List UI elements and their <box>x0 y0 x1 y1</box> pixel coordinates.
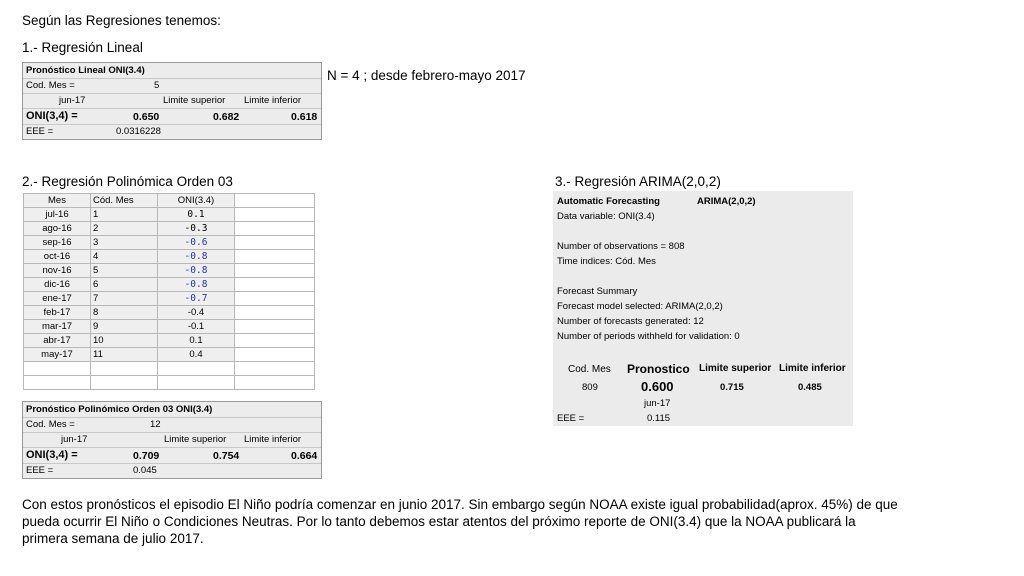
poly-cell-blank <box>235 236 315 250</box>
arima-sup-value: 0.715 <box>720 382 744 393</box>
table-row <box>24 222 315 236</box>
poly-forecast-box <box>22 401 322 479</box>
poly-cell-cod: 11 <box>91 348 158 362</box>
linear-oni-label: ONI(3,4) = <box>26 110 78 122</box>
linear-box-title: Pronóstico Lineal ONI(3.4) <box>26 65 145 76</box>
poly-cell-mes: ago-16 <box>24 222 91 236</box>
poly-cell-oni: -0.8 <box>158 264 235 278</box>
poly-cell-blank <box>235 292 315 306</box>
arima-inf-value: 0.485 <box>798 382 822 393</box>
poly-box-title: Pronóstico Polinómico Orden 03 ONI(3.4) <box>26 404 213 415</box>
arima-eee-value: 0.115 <box>647 413 671 424</box>
poly-lower-label: Limite inferior <box>244 434 302 445</box>
poly-eee-value: 0.045 <box>133 465 157 476</box>
poly-cell-mes: nov-16 <box>24 264 91 278</box>
poly-cell-empty <box>235 362 315 376</box>
poly-cell-blank <box>235 320 315 334</box>
poly-cell-cod: 8 <box>91 306 158 320</box>
poly-cell-cod: 7 <box>91 292 158 306</box>
arima-col-pron: Pronostico <box>627 362 690 376</box>
table-row <box>24 348 315 362</box>
section3-title: 3.- Regresión ARIMA(2,0,2) <box>555 174 721 189</box>
arima-withheld: Number of periods withheld for validation: 0 <box>557 331 740 342</box>
poly-cell-empty <box>91 376 158 390</box>
poly-cell-empty <box>235 376 315 390</box>
poly-cell-oni: 0.1 <box>158 208 235 222</box>
linear-lower-label: Limite inferior <box>244 95 302 106</box>
arima-summary: Forecast Summary <box>557 286 638 297</box>
table-row <box>24 306 315 320</box>
poly-cell-mes: dic-16 <box>24 278 91 292</box>
poly-cell-empty <box>24 362 91 376</box>
table-row <box>24 292 315 306</box>
poly-cell-cod: 9 <box>91 320 158 334</box>
poly-cell-mes: abr-17 <box>24 334 91 348</box>
arima-indices: Time indices: Cód. Mes <box>557 256 656 267</box>
section1-title: 1.- Regresión Lineal <box>22 40 143 55</box>
poly-cell-cod: 3 <box>91 236 158 250</box>
poly-upper-label: Limite superior <box>164 434 227 445</box>
poly-eee-label: EEE = <box>26 465 54 476</box>
table-row <box>24 320 315 334</box>
poly-cell-blank <box>235 278 315 292</box>
poly-cell-cod: 6 <box>91 278 158 292</box>
poly-cell-empty <box>91 362 158 376</box>
conclusion-paragraph: Con estos pronósticos el episodio El Niño podría comenzar en junio 2017. Sin embargo según NOAA existe igual probabilidad(aprox. 45%) de que pueda ocurrir El Niño o Condiciones Neutras. Por lo tanto debemos estar atentos del próximo reporte de ONI(3.4) que la NOAA publicará la primera semana de julio 2017. <box>22 497 898 546</box>
poly-cell-cod: 5 <box>91 264 158 278</box>
poly-header-cod: Cód. Mes <box>91 194 158 208</box>
poly-oni-label: ONI(3,4) = <box>26 449 78 461</box>
poly-header-oni: ONI(3.4) <box>158 194 235 208</box>
arima-observations: Number of observations = 808 <box>557 241 685 252</box>
poly-cell-mes: jul-16 <box>24 208 91 222</box>
poly-cell-blank <box>235 208 315 222</box>
poly-cell-mes: mar-17 <box>24 320 91 334</box>
poly-cell-blank <box>235 222 315 236</box>
poly-cell-mes: oct-16 <box>24 250 91 264</box>
arima-eee-label: EEE = <box>557 413 585 424</box>
arima-cod-value: 809 <box>582 382 598 393</box>
poly-cod-label: Cod. Mes = <box>26 419 75 430</box>
table-row-empty <box>24 362 315 376</box>
poly-cell-blank <box>235 348 315 362</box>
table-row <box>24 236 315 250</box>
linear-month: jun-17 <box>59 95 86 106</box>
table-row-empty <box>24 376 315 390</box>
arima-selected: Forecast model selected: ARIMA(2,0,2) <box>557 301 723 312</box>
arima-col-sup: Limite superior <box>699 363 772 374</box>
poly-cell-mes: may-17 <box>24 348 91 362</box>
linear-cod-value: 5 <box>154 80 160 91</box>
arima-month: jun-17 <box>644 398 671 409</box>
table-row <box>24 278 315 292</box>
section2-title: 2.- Regresión Polinómica Orden 03 <box>22 174 233 189</box>
poly-cell-blank <box>235 306 315 320</box>
poly-cell-oni: -0.3 <box>158 222 235 236</box>
linear-lower-value: 0.618 <box>291 111 318 123</box>
arima-variable: Data variable: ONI(3.4) <box>557 211 655 222</box>
arima-pron-value: 0.600 <box>641 379 674 394</box>
section1-note: N = 4 ; desde febrero-mayo 2017 <box>327 68 526 83</box>
poly-cell-mes: ene-17 <box>24 292 91 306</box>
poly-cell-oni: -0.1 <box>158 320 235 334</box>
poly-cell-mes: feb-17 <box>24 306 91 320</box>
poly-oni-value: 0.709 <box>133 450 160 462</box>
linear-eee-value: 0.0316228 <box>116 126 161 137</box>
linear-forecast-box <box>22 62 322 140</box>
arima-box-title: Automatic Forecasting <box>557 196 660 207</box>
poly-cell-oni: -0.6 <box>158 236 235 250</box>
linear-eee-label: EEE = <box>26 126 54 137</box>
poly-cell-oni: 0.4 <box>158 348 235 362</box>
page-heading: Según las Regresiones tenemos: <box>22 13 221 28</box>
arima-col-inf: Limite inferior <box>779 363 846 374</box>
poly-cell-empty <box>158 362 235 376</box>
poly-cell-cod: 2 <box>91 222 158 236</box>
poly-cell-oni: 0.1 <box>158 334 235 348</box>
poly-month: jun-17 <box>61 434 88 445</box>
poly-cell-blank <box>235 264 315 278</box>
poly-header-mes: Mes <box>24 194 91 208</box>
poly-cod-value: 12 <box>150 419 161 430</box>
arima-generated: Number of forecasts generated: 12 <box>557 316 704 327</box>
poly-cell-blank <box>235 250 315 264</box>
linear-cod-label: Cod. Mes = <box>26 80 75 91</box>
poly-cell-oni: -0.8 <box>158 250 235 264</box>
poly-cell-oni: -0.8 <box>158 278 235 292</box>
poly-upper-value: 0.754 <box>213 450 240 462</box>
poly-cell-mes: sep-16 <box>24 236 91 250</box>
table-row <box>24 250 315 264</box>
poly-cell-oni: -0.7 <box>158 292 235 306</box>
arima-model-label: ARIMA(2,0,2) <box>697 196 756 207</box>
poly-header-blank <box>235 194 315 208</box>
poly-data-table <box>23 193 315 390</box>
arima-col-cod: Cod. Mes <box>568 364 611 375</box>
poly-cell-blank <box>235 334 315 348</box>
linear-upper-value: 0.682 <box>213 111 240 123</box>
poly-cell-cod: 10 <box>91 334 158 348</box>
poly-cell-empty <box>158 376 235 390</box>
table-row <box>24 208 315 222</box>
poly-table-header <box>24 194 315 208</box>
poly-lower-value: 0.664 <box>291 450 318 462</box>
table-row <box>24 334 315 348</box>
poly-cell-cod: 1 <box>91 208 158 222</box>
poly-cell-cod: 4 <box>91 250 158 264</box>
poly-cell-oni: -0.4 <box>158 306 235 320</box>
table-row <box>24 264 315 278</box>
arima-forecast-box <box>553 191 853 426</box>
linear-oni-value: 0.650 <box>133 111 160 123</box>
poly-cell-empty <box>24 376 91 390</box>
linear-upper-label: Limite superior <box>163 95 226 106</box>
